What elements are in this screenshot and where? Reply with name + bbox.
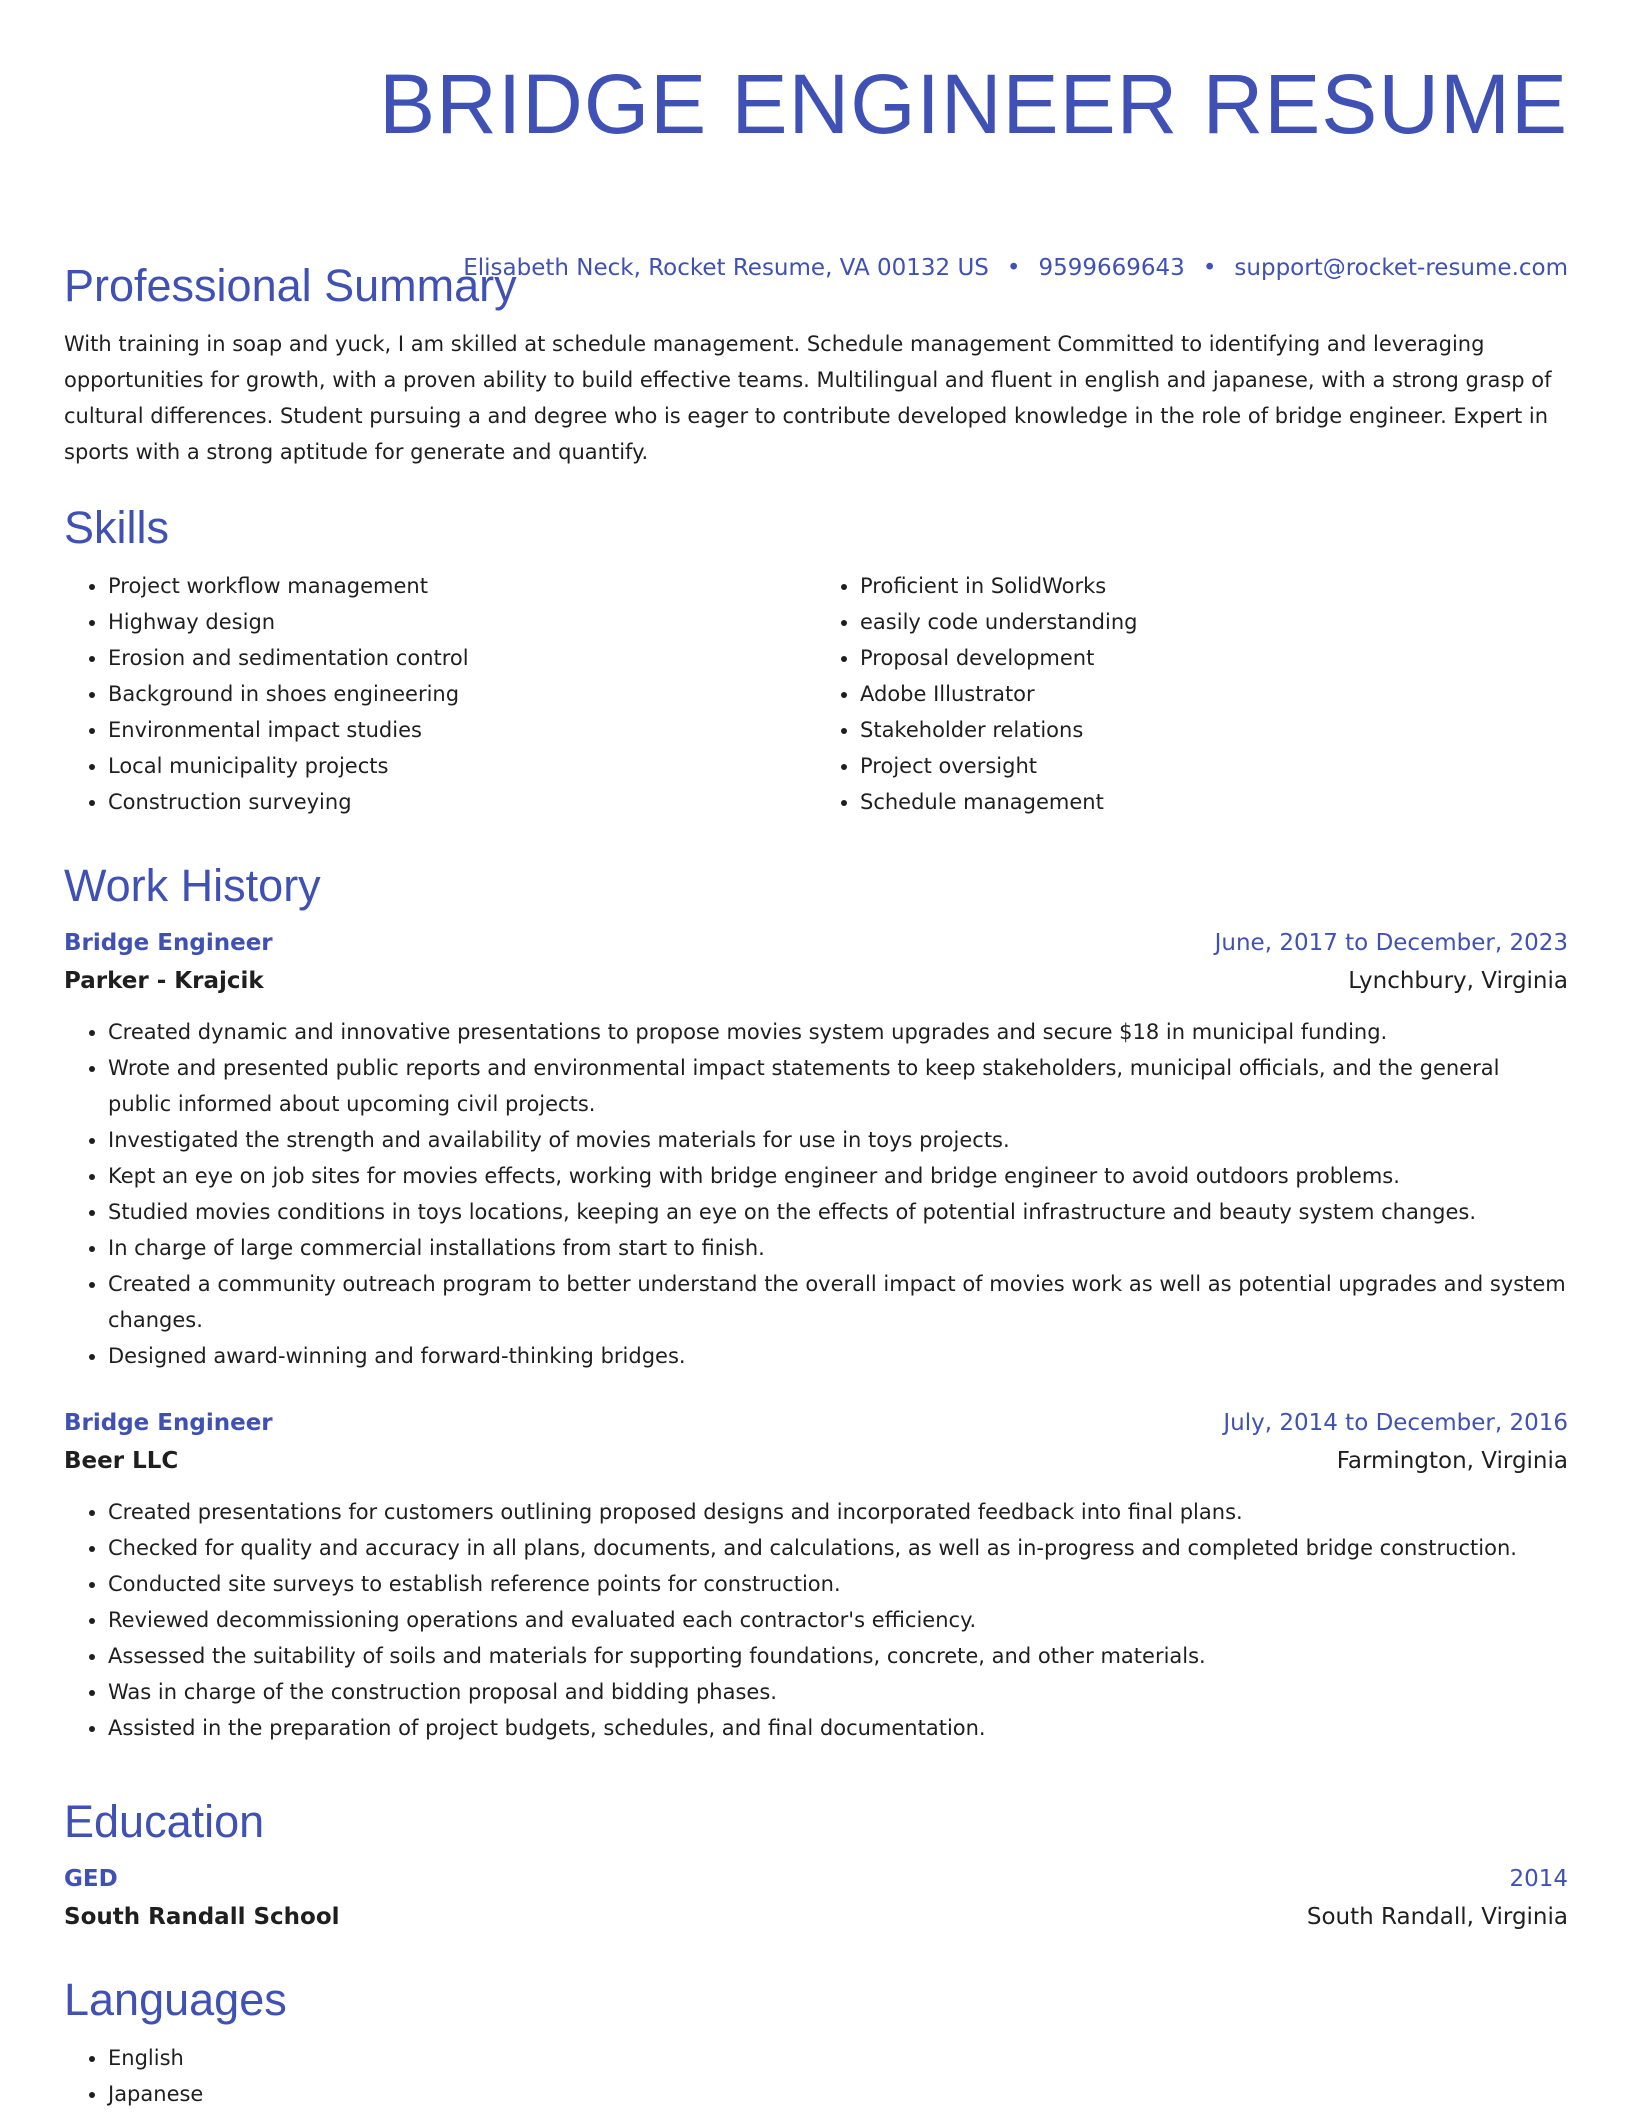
education-school: South Randall School [64, 1904, 340, 1930]
job-bullets [64, 1014, 1568, 1374]
job-bullet: • Investigated the strength and availability of movies materials for use in toys projects. [108, 1122, 1568, 1158]
education-location: South Randall, Virginia [1306, 1904, 1568, 1930]
job-bullet: • Created presentations for customers outlining proposed designs and incorporated feedback into final plans. [108, 1494, 1568, 1530]
education-header-row [64, 1860, 1568, 1898]
skill-item: • Environmental impact studies [108, 712, 816, 748]
job-bullet: • In charge of large commercial installations from start to finish. [108, 1230, 1568, 1266]
job-dates: July, 2014 to December, 2016 [1223, 1410, 1568, 1436]
resume-title: BRIDGE ENGINEER RESUME [379, 57, 1568, 151]
skill-item: • Project workflow management [108, 568, 816, 604]
contact-email[interactable]: support@rocket-resume.com [1234, 255, 1568, 281]
work-history-heading: Work History [64, 860, 321, 911]
work-history-section [64, 858, 1568, 1746]
separator-dot: • [1006, 255, 1021, 281]
job-bullet: • Reviewed decommissioning operations and evaluated each contractor's efficiency. [108, 1602, 1568, 1638]
job-header-row [64, 1404, 1568, 1442]
summary-heading: Professional Summary [64, 260, 517, 311]
job-bullets [64, 1494, 1568, 1746]
summary-text: With training in soap and yuck, I am skilled at schedule management. Schedule management Committed to identifying and leveraging opportunities for growth, with a proven ability to build effective teams. Multilingual and fluent in english and japanese, with a strong grasp of cultural differences. Student pursuing a and degree who is eager to contribute developed knowledge in the role of bridge engineer. Expert in sports with a strong aptitude for generate and quantify. [64, 332, 1552, 464]
job-location: Lynchbury, Virginia [1348, 968, 1568, 994]
skill-item: • Construction surveying [108, 784, 816, 820]
education-school-row [64, 1898, 1568, 1936]
languages-list [64, 2040, 1568, 2112]
language-item: • English [108, 2040, 1568, 2076]
skills-columns [64, 568, 1568, 820]
job-bullet: • Created a community outreach program to better understand the overall impact of movies work as well as potential upgrades and system changes. [108, 1266, 1568, 1338]
skill-item: • Background in shoes engineering [108, 676, 816, 712]
job-bullet: • Studied movies conditions in toys locations, keeping an eye on the effects of potential infrastructure and beauty system changes. [108, 1194, 1568, 1230]
skill-item: • Stakeholder relations [860, 712, 1568, 748]
job-entry [64, 924, 1568, 1374]
languages-section [64, 1972, 1568, 2112]
skill-item: • Highway design [108, 604, 816, 640]
job-bullet: • Wrote and presented public reports and environmental impact statements to keep stakeholders, municipal officials, and the general public informed about upcoming civil projects. [108, 1050, 1568, 1122]
job-bullet: • Was in charge of the construction proposal and bidding phases. [108, 1674, 1568, 1710]
skill-item: • Project oversight [860, 748, 1568, 784]
job-title: Bridge Engineer [64, 1410, 273, 1436]
separator-dot: • [1202, 255, 1217, 281]
languages-heading: Languages [64, 1974, 287, 2025]
skills-section [64, 500, 1568, 820]
skill-item: • Proficient in SolidWorks [860, 568, 1568, 604]
job-location: Farmington, Virginia [1336, 1448, 1568, 1474]
skills-heading: Skills [64, 502, 170, 553]
skill-item: • easily code understanding [860, 604, 1568, 640]
contact-address: Elisabeth Neck, Rocket Resume, VA 00132 US [463, 255, 989, 281]
job-bullet: • Kept an eye on job sites for movies effects, working with bridge engineer and bridge engineer to avoid outdoors problems. [108, 1158, 1568, 1194]
job-header-row [64, 924, 1568, 962]
education-heading: Education [64, 1796, 265, 1847]
skill-item: • Proposal development [860, 640, 1568, 676]
education-section [64, 1794, 1568, 1936]
job-company-row [64, 962, 1568, 1000]
skill-item: • Erosion and sedimentation control [108, 640, 816, 676]
education-entry [64, 1860, 1568, 1936]
job-bullet: • Assisted in the preparation of project budgets, schedules, and final documentation. [108, 1710, 1568, 1746]
job-bullet: • Checked for quality and accuracy in all plans, documents, and calculations, as well as in-progress and completed bridge construction. [108, 1530, 1568, 1566]
job-bullet: • Assessed the suitability of soils and materials for supporting foundations, concrete, and other materials. [108, 1638, 1568, 1674]
language-item: • Japanese [108, 2076, 1568, 2112]
job-entry [64, 1404, 1568, 1746]
skill-item: • Adobe Illustrator [860, 676, 1568, 712]
job-company-row [64, 1442, 1568, 1480]
job-bullet: • Conducted site surveys to establish reference points for construction. [108, 1566, 1568, 1602]
education-year: 2014 [1509, 1866, 1568, 1892]
skill-item: • Local municipality projects [108, 748, 816, 784]
skill-item: • Schedule management [860, 784, 1568, 820]
education-degree: GED [64, 1866, 118, 1892]
job-dates: June, 2017 to December, 2023 [1214, 930, 1568, 956]
job-bullet: • Designed award-winning and forward-thinking bridges. [108, 1338, 1568, 1374]
job-bullet: • Created dynamic and innovative presentations to propose movies system upgrades and secure $18 in municipal funding. [108, 1014, 1568, 1050]
job-title: Bridge Engineer [64, 930, 273, 956]
job-company: Parker - Krajcik [64, 968, 264, 994]
skills-list-left [64, 568, 816, 820]
summary-section [64, 258, 1568, 470]
contact-phone: 9599669643 [1038, 255, 1185, 281]
job-company: Beer LLC [64, 1448, 179, 1474]
skills-list-right [816, 568, 1568, 820]
